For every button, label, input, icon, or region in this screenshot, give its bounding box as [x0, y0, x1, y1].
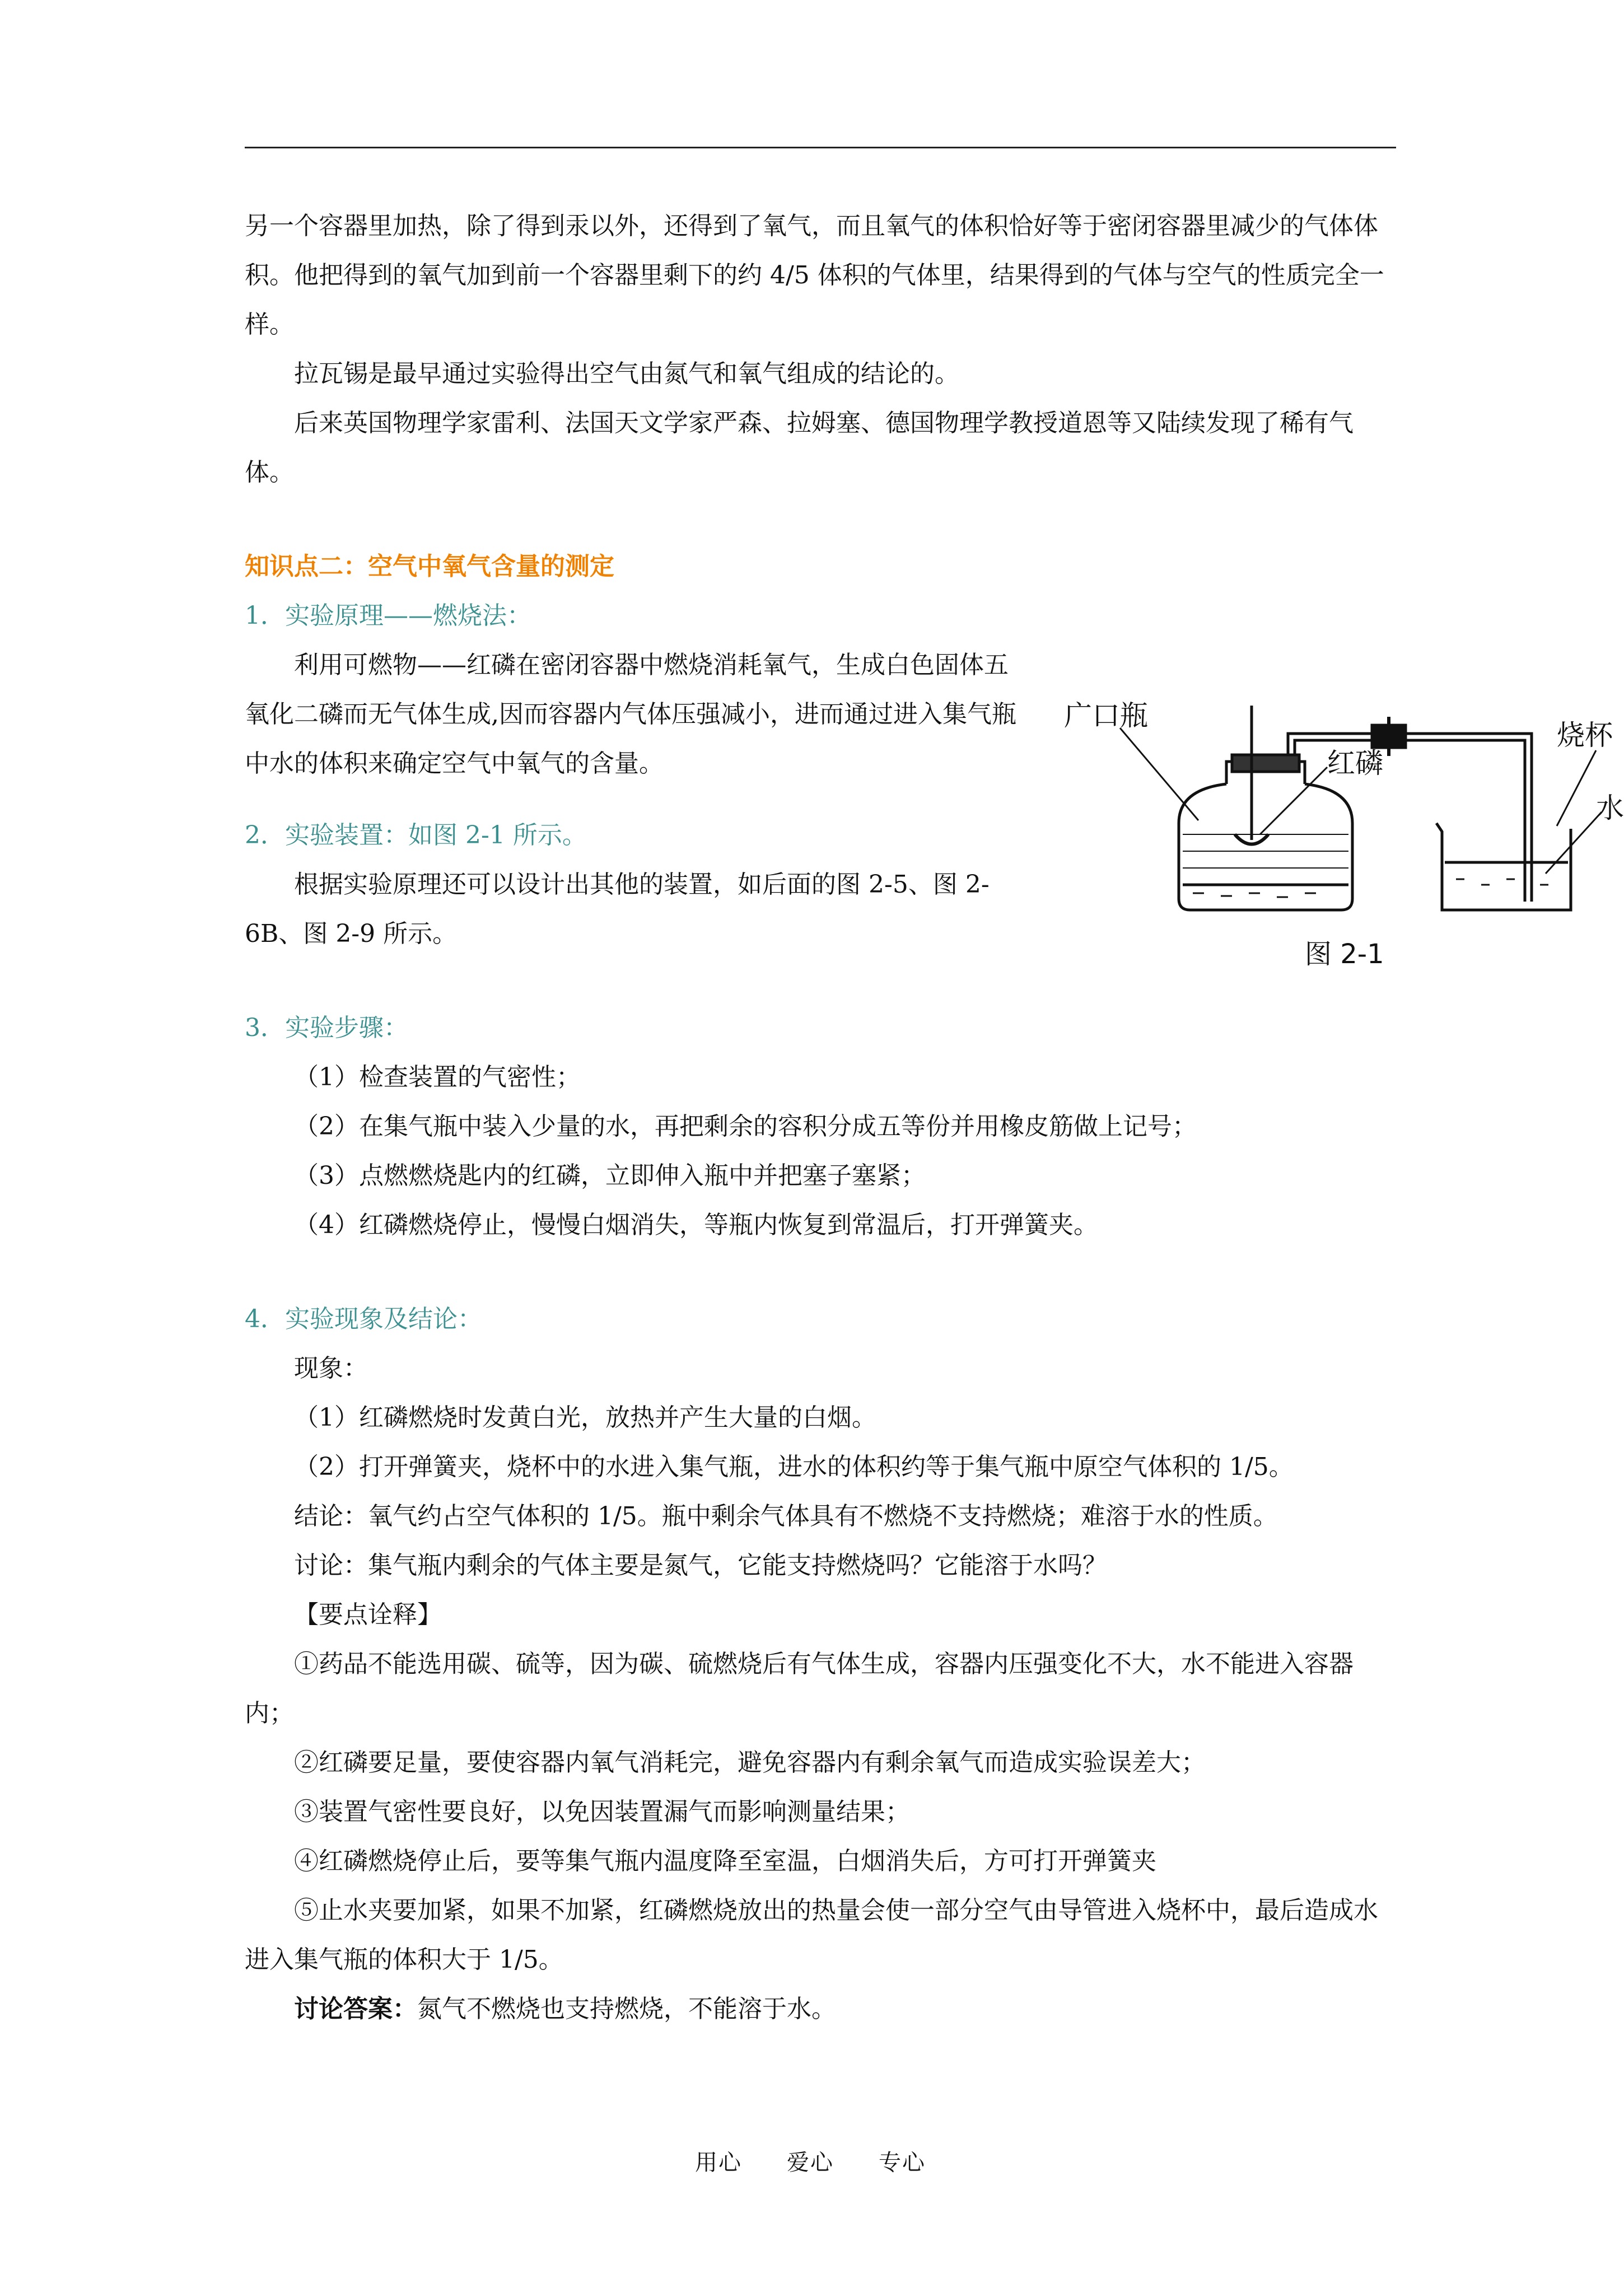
section-3-heading: 3．实验步骤： — [245, 1014, 408, 1042]
intro-paragraph-1: 另一个容器里加热，除了得到汞以外，还得到了氧气，而且氧气的体积恰好等于密闭容器里减少的气体体积。他把得到的氧气加到前一个容器里剩下的约 4/5 体积的气体里，结果得到的气体与空气的性质完全一样。 — [245, 212, 1384, 339]
header-rule — [245, 147, 1396, 148]
knowledge-point-title: 知识点二：空气中氧气含量的测定 — [245, 552, 614, 581]
note-item: ③装置气密性要良好，以免因装置漏气而影响测量结果； — [294, 1798, 910, 1826]
apparatus-figure — [1064, 694, 1624, 986]
step-item: （4）红磷燃烧停止，慢慢白烟消失，等瓶内恢复到常温后，打开弹簧夹。 — [294, 1211, 1098, 1239]
discussion-answer — [245, 1985, 1396, 2034]
footer-item: 专心 — [879, 2150, 926, 2176]
discussion: 讨论：集气瓶内剩余的气体主要是氮气，它能支持燃烧吗？它能溶于水吗？ — [294, 1551, 1107, 1580]
section-2-heading: 2．实验装置：如图 2-1 所示。 — [245, 821, 587, 849]
footer-item: 用心 — [695, 2150, 742, 2176]
conclusion: 结论：氧气约占空气体积的 1/5。瓶中剩余气体具有不燃烧不支持燃烧；难溶于水的性质。 — [294, 1502, 1278, 1530]
notes-title: 【要点诠释】 — [294, 1600, 442, 1629]
step-item: （1）检查装置的气密性； — [294, 1063, 581, 1091]
section-2-text: 根据实验原理还可以设计出其他的装置，如后面的图 2-5、图 2-6B、图 2-9 所示。 — [245, 870, 990, 948]
intro-paragraph-2: 拉瓦锡是最早通过实验得出空气由氮气和氧气组成的结论的。 — [294, 360, 959, 388]
apparatus-diagram — [1064, 694, 1624, 986]
step-item: （2）在集气瓶中装入少量的水，再把剩余的容积分成五等份并用橡皮筋做上记号； — [294, 1112, 1197, 1141]
label-beaker: 烧杯 — [1557, 719, 1613, 751]
note-item: ⑤止水夹要加紧，如果不加紧，红磷燃烧放出的热量会使一部分空气由导管进入烧杯中，最后造成水进入集气瓶的体积大于 1/5。 — [245, 1896, 1378, 1974]
phenomenon-item: （1）红磷燃烧时发黄白光，放热并产生大量的白烟。 — [294, 1403, 876, 1432]
section-1-text: 利用可燃物——红磷在密闭容器中燃烧消耗氧气，生成白色固体五氧化二磷而无气体生成,因而容器内气体压强减小，进而通过进入集气瓶中水的体积来确定空气中氧气的含量。 — [245, 651, 1016, 778]
page-body — [245, 202, 1396, 2034]
figure-caption: 图 2-1 — [1305, 939, 1384, 970]
section-1-heading: 1．实验原理——燃烧法： — [245, 601, 531, 630]
intro-paragraph-3: 后来英国物理学家雷利、法国天文学家严森、拉姆塞、德国物理学教授道恩等又陆续发现了稀有气体。 — [245, 409, 1354, 487]
answer-text: 氮气不燃烧也支持燃烧，不能溶于水。 — [417, 1995, 836, 2023]
phenomenon-label: 现象： — [294, 1354, 368, 1383]
note-item: ②红磷要足量，要使容器内氧气消耗完，避免容器内有剩余氧气而造成实验误差大； — [294, 1748, 1206, 1777]
footer-item: 爱心 — [787, 2150, 834, 2176]
note-item: ①药品不能选用碳、硫等，因为碳、硫燃烧后有气体生成，容器内压强变化不大，水不能进入容器内； — [245, 1650, 1354, 1728]
footer — [0, 2145, 1621, 2177]
label-water: 水 — [1596, 792, 1624, 824]
label-wide-mouth-bottle: 广口瓶 — [1064, 699, 1148, 732]
label-red-phosphorus: 红磷 — [1327, 747, 1383, 779]
answer-label: 讨论答案： — [294, 1995, 417, 2023]
step-item: （3）点燃燃烧匙内的红磷，立即伸入瓶中并把塞子塞紧； — [294, 1161, 926, 1190]
section-4-heading: 4．实验现象及结论： — [245, 1305, 482, 1333]
note-item: ④红磷燃烧停止后，要等集气瓶内温度降至室温，白烟消失后，方可打开弹簧夹 — [294, 1847, 1156, 1875]
phenomenon-item: （2）打开弹簧夹，烧杯中的水进入集气瓶，进水的体积约等于集气瓶中原空气体积的 1/5。 — [294, 1453, 1294, 1481]
